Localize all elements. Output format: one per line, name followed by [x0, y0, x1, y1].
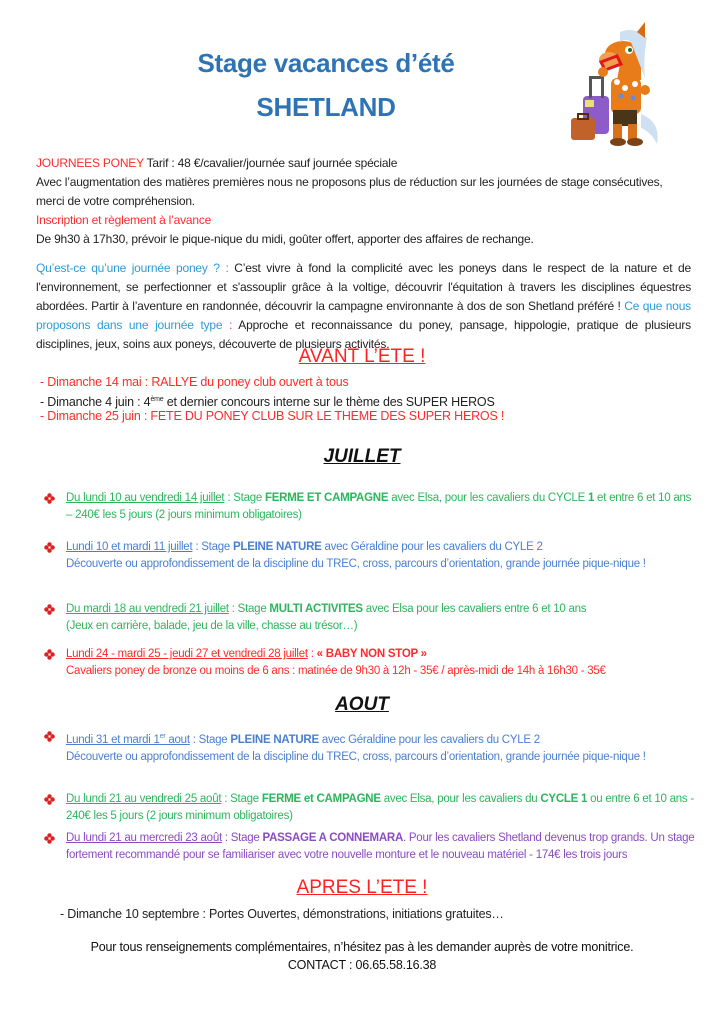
diamond-bullet-icon — [44, 794, 55, 805]
info-text: Pour tous renseignements complémentaires, n’hésitez pas à les demander auprès de votre monitrice. — [90, 940, 634, 954]
tarif-line — [36, 154, 691, 173]
stage-item: Du lundi 21 au vendredi 25 août : Stage FERME et CAMPAGNE avec Elsa, pour les cavaliers du CYCLE 1 ou entre 6 et 10 ans - 240€ les 5 jours (2 jours minimum obligatoires) — [44, 791, 699, 825]
event-fete: - Dimanche 25 juin : FETE DU PONEY CLUB SUR LE THEME DES SUPER HEROS ! — [40, 409, 505, 423]
horaires-text: De 9h30 à 17h30, prévoir le pique-nique du midi, goûter offert, apporter des affaires de rechange. — [36, 232, 534, 246]
stage-item: Lundi 24 - mardi 25 - jeudi 27 et vendredi 28 juillet : « BABY NON STOP » Cavaliers poney de bronze ou moins de 6 ans : matinée de 9h30 à 12h - 35€ / après-midi de 14h à 16h30 - 35€ — [44, 646, 699, 680]
stage-item: Du lundi 10 au vendredi 14 juillet : Stage FERME ET CAMPAGNE avec Elsa, pour les cavaliers du CYCLE 1 et entre 6 et 10 ans – 240€ les 5 jours (2 jours minimum obligatoires) — [44, 490, 699, 524]
diamond-bullet-icon — [44, 833, 55, 844]
inscription-text: Inscription et règlement à l’avance — [36, 213, 212, 227]
stage-item: Du lundi 21 au mercredi 23 août : Stage PASSAGE A CONNEMARA. Pour les cavaliers Shetland devenus trop grands. Un stage fortement recommandé pour se familiariser avec votre nouvelle monture et le nouveau matériel - 174€ les trois jours — [44, 830, 699, 864]
event-rallye: - Dimanche 14 mai : RALLYE du poney club ouvert à tous — [40, 375, 349, 389]
description-text: C’est vivre à fond la complicité avec les poneys dans le respect de la nature et de l'environnement, se perfectionner et s'assouplir grâce à la voltige, découvrir l'équitation à travers les disciplines équestres abordées. Partir à l’aventure en randonnée, découvrir la campagne environnante à dos de son Shetland préféré ! — [36, 261, 691, 313]
event-concours: - Dimanche 4 juin : 4ème et dernier concours interne sur le thème des SUPER HEROS — [40, 395, 495, 410]
avant-ete-heading: AVANT L’ETE ! — [298, 346, 426, 367]
event-portes-ouvertes: - Dimanche 10 septembre : Portes Ouvertes, démonstrations, initiations gratuites… — [60, 907, 504, 921]
question-label: Qu’est-ce qu’une journée poney ? : — [36, 261, 229, 275]
stage-item: Lundi 31 et mardi 1er aout : Stage PLEINE NATURE avec Géraldine pour les cavaliers du CYLE 2 Découverte ou approfondissement de la discipline du TREC, cross, parcours d’orientation, grande journée pique-nique ! — [44, 728, 699, 766]
apres-ete-heading: APRES L’ETE ! — [296, 877, 428, 898]
diamond-bullet-icon — [44, 649, 55, 660]
page-subtitle: SHETLAND — [256, 92, 396, 122]
stage-item: Lundi 10 et mardi 11 juillet : Stage PLEINE NATURE avec Géraldine pour les cavaliers du CYLE 2 Découverte ou approfondissement de la discipline du TREC, cross, parcours d’orientation, grande journée pique-nique ! — [44, 539, 699, 573]
diamond-bullet-icon — [44, 542, 55, 553]
proposons-text: Approche et reconnaissance du poney, pansage, hippologie, pratique de plusieurs disciplines, jeux, soins aux poneys, découverte de plusieurs activités. — [36, 318, 691, 351]
diamond-bullet-icon — [44, 493, 55, 504]
diamond-bullet-icon — [44, 604, 55, 615]
diamond-bullet-icon — [44, 731, 55, 742]
contact-text: CONTACT : 06.65.58.16.38 — [287, 958, 437, 972]
augmentation-text: Avec l’augmentation des matières premières nous ne proposons plus de réduction sur les journées de stage consécutives, merci de votre compréhension. — [36, 175, 663, 208]
proposons-colon: : — [222, 318, 233, 332]
page-title: Stage vacances d’été — [197, 48, 455, 78]
juillet-heading: JUILLET — [323, 446, 401, 467]
proposons-label: Ce que nous proposons dans une journée type — [36, 299, 691, 332]
aout-heading: AOUT — [335, 694, 389, 715]
stage-item: Du mardi 18 au vendredi 21 juillet : Stage MULTI ACTIVITES avec Elsa pour les cavaliers entre 6 et 10 ans (Jeux en carrière, balade, jeu de la ville, chasse au trésor…) — [44, 601, 699, 635]
journee-description — [36, 259, 691, 354]
journees-poney-label: JOURNEES PONEY — [36, 156, 144, 170]
tarif-text: Tarif : 48 €/cavalier/journée sauf journée spéciale — [146, 156, 398, 170]
pony-mascot-icon — [565, 18, 690, 148]
